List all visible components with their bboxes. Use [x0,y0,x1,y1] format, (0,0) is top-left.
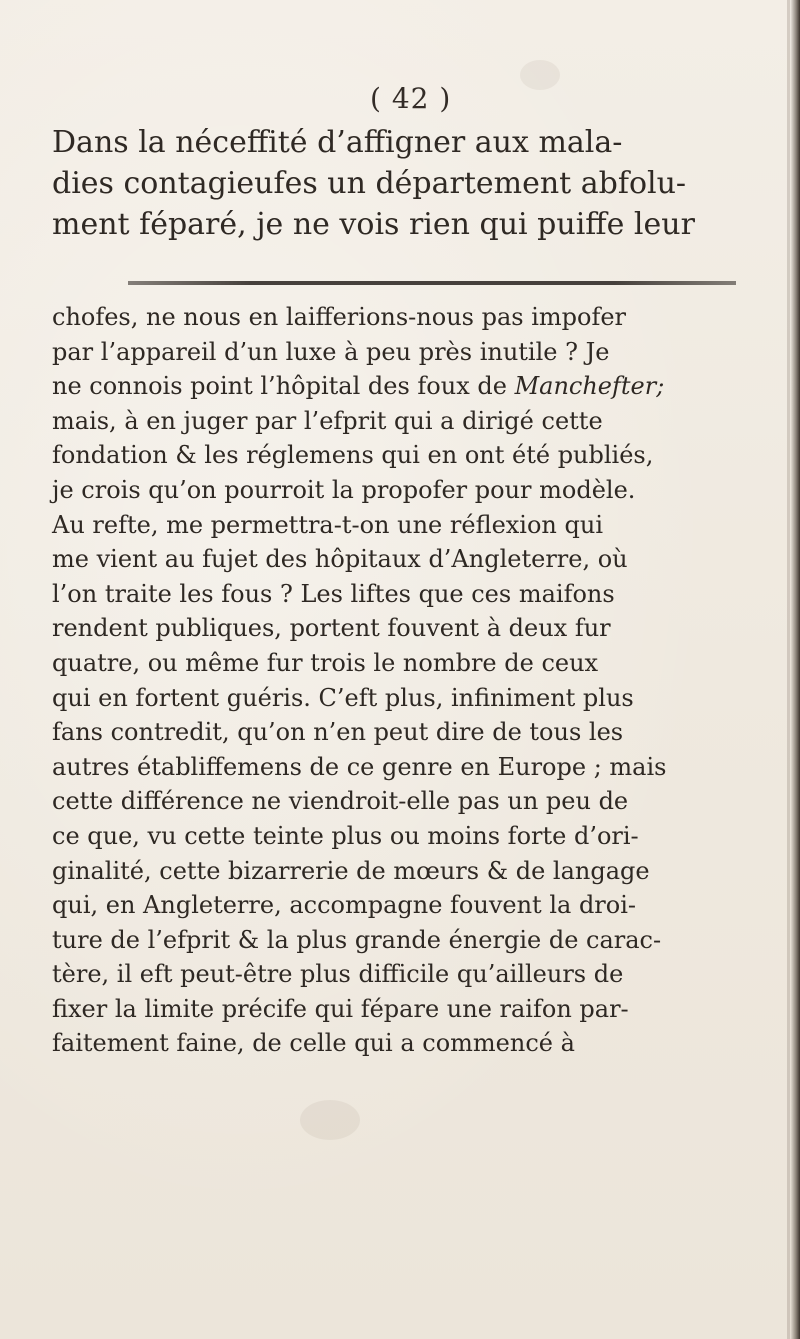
text-line: fans contredit, qu’on n’en peut dire de tous les [52,718,624,747]
text-line: quatre, ou même fur trois le nombre de ceux [52,648,599,677]
separator-rule [128,281,736,285]
paper-stain [300,1100,360,1140]
text-line: je crois qu’on pourroit la propofer pour modèle. [52,475,636,504]
text-line: ginalité, cette bizarrerie de mœurs & de langage [52,856,650,885]
text-line: ment féparé, je ne vois rien qui puiffe leur [52,207,695,242]
text-line: ce que, vu cette teinte plus ou moins forte d’ori- [52,821,639,850]
text-line: dies contagieufes un département abfolu- [52,166,687,201]
text-line: tère, il eft peut-être plus difficile qu’ailleurs de [52,960,624,989]
text-line: autres établiffemens de ce genre en Europe ; mais [52,752,667,781]
text-line: chofes, ne nous en laifferions-nous pas impofer [52,303,627,331]
text-line: fondation & les réglemens qui en ont été publiés, [52,441,654,470]
text-line: par l’appareil d’un luxe à peu près inutile ? Je [52,337,610,366]
text-line: Au refte, me permettra-t-on une réflexion qui [52,510,604,539]
text-line: l’on traite les fous ? Les liftes que ces maifons [52,579,615,608]
italic-place-name: Manchefter; [514,372,665,401]
text-line: Dans la néceffité d’affigner aux mala- [52,125,623,160]
text-line-with-italic [52,369,772,404]
text-line: me vient au fujet des hôpitaux d’Angleterre, où [52,545,628,574]
page-number: ( 42 ) [370,82,452,115]
text-line: qui en fortent guéris. C’eft plus, infiniment plus [52,683,634,712]
text-line: mais, à en juger par l’efprit qui a dirigé cette [52,406,603,435]
page-edge [790,0,800,1339]
text-line: ture de l’efprit & la plus grande énergie de carac- [52,925,662,954]
text-line: qui, en Angleterre, accompagne fouvent la droi- [52,891,637,920]
text-line: cette différence ne viendroit-elle pas un peu de [52,787,629,816]
text-line: faitement faine, de celle qui a commencé à [52,1029,575,1058]
text-segment: ne connois point l’hôpital des foux de [52,372,515,401]
body-paragraph [52,300,772,1061]
paper-stain [520,60,560,90]
text-line: fixer la limite précife qui fépare une raifon par- [52,994,629,1023]
text-line: rendent publiques, portent fouvent à deux fur [52,614,611,643]
top-paragraph-fragment [52,122,772,245]
